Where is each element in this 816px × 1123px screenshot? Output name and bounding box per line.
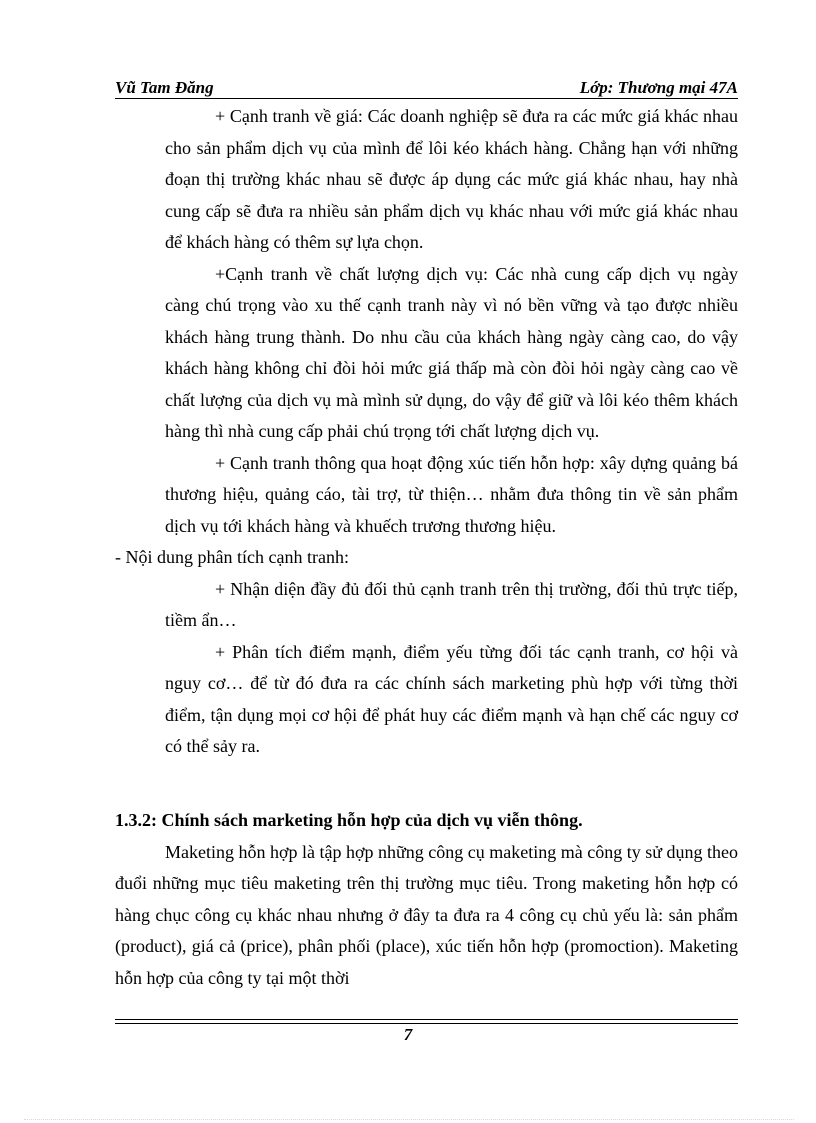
page-bottom-dotted-line xyxy=(24,1119,794,1120)
header-author: Vũ Tam Đăng xyxy=(115,78,214,97)
paragraph-quality-competition: +Cạnh tranh về chất lượng dịch vụ: Các nhà cung cấp dịch vụ ngày càng chú trọng vào xu thế cạnh tranh này vì nó bền vững và tạo được nhiều khách hàng trung thành. Do nhu cầu của khách hàng ngày càng cao, do vậy khách hàng không chỉ đòi hỏi mức giá thấp mà còn đòi hỏi ngày càng cao về chất lượng của dịch vụ mà mình sử dụng, do vậy để giữ và lôi kéo thêm khách hàng thì nhà cung cấp phải chú trọng tới chất lượng dịch vụ. xyxy=(165,263,738,441)
paragraph-promotion-competition: + Cạnh tranh thông qua hoạt động xúc tiến hỗn hợp: xây dựng quảng bá thương hiệu, quảng cáo, tài trợ, từ thiện… nhằm đưa thông tin về sản phẩm dịch vụ tới khách hàng và khuếch trương thương hiệu. xyxy=(165,452,738,536)
section-block xyxy=(115,805,738,994)
section-heading: 1.3.2: Chính sách marketing hỗn hợp của dịch vụ viễn thông. xyxy=(115,810,583,830)
header-class: Lớp: Thương mại 47A xyxy=(579,78,738,97)
header-rule xyxy=(115,98,738,99)
paragraph-analysis-content: - Nội dung phân tích cạnh tranh: xyxy=(115,547,349,567)
body-text xyxy=(115,101,738,763)
paragraph-identify-competitors: + Nhận diện đầy đủ đối thủ cạnh tranh trên thị trường, đối thủ trực tiếp, tiềm ẩn… xyxy=(165,578,738,630)
page-header xyxy=(115,77,738,99)
page-number: 7 xyxy=(403,1025,413,1044)
paragraph-swot-analysis: + Phân tích điểm mạnh, điểm yếu từng đối tác cạnh tranh, cơ hội và nguy cơ… để từ đó đưa ra các chính sách marketing phù hợp với từng thời điểm, tận dụng mọi cơ hội để phát huy các điểm mạnh và hạn chế các nguy cơ có thể sảy ra. xyxy=(165,641,738,756)
footer-rule-top xyxy=(115,1019,738,1020)
section-paragraph: Maketing hỗn hợp là tập hợp những công cụ maketing mà công ty sử dụng theo đuổi những mục tiêu maketing trên thị trường mục tiêu. Trong maketing hỗn hợp có hàng chục công cụ khác nhau nhưng ở đây ta đưa ra 4 công cụ chủ yếu là: sản phẩm (product), giá cả (price), phân phối (place), xúc tiến hỗn hợp (promoction). Maketing hỗn hợp của công ty tại một thời xyxy=(115,841,738,988)
paragraph-price-competition: + Cạnh tranh về giá: Các doanh nghiệp sẽ đưa ra các mức giá khác nhau cho sản phẩm dịch vụ của mình để lôi kéo khách hàng. Chẳng hạn với những đoạn thị trường khác nhau sẽ được áp dụng các mức giá khác nhau, hay nhà cung cấp sẽ đưa ra nhiều sản phẩm dịch vụ khác nhau với mức giá khác nhau để khách hàng có thêm sự lựa chọn. xyxy=(165,106,738,252)
